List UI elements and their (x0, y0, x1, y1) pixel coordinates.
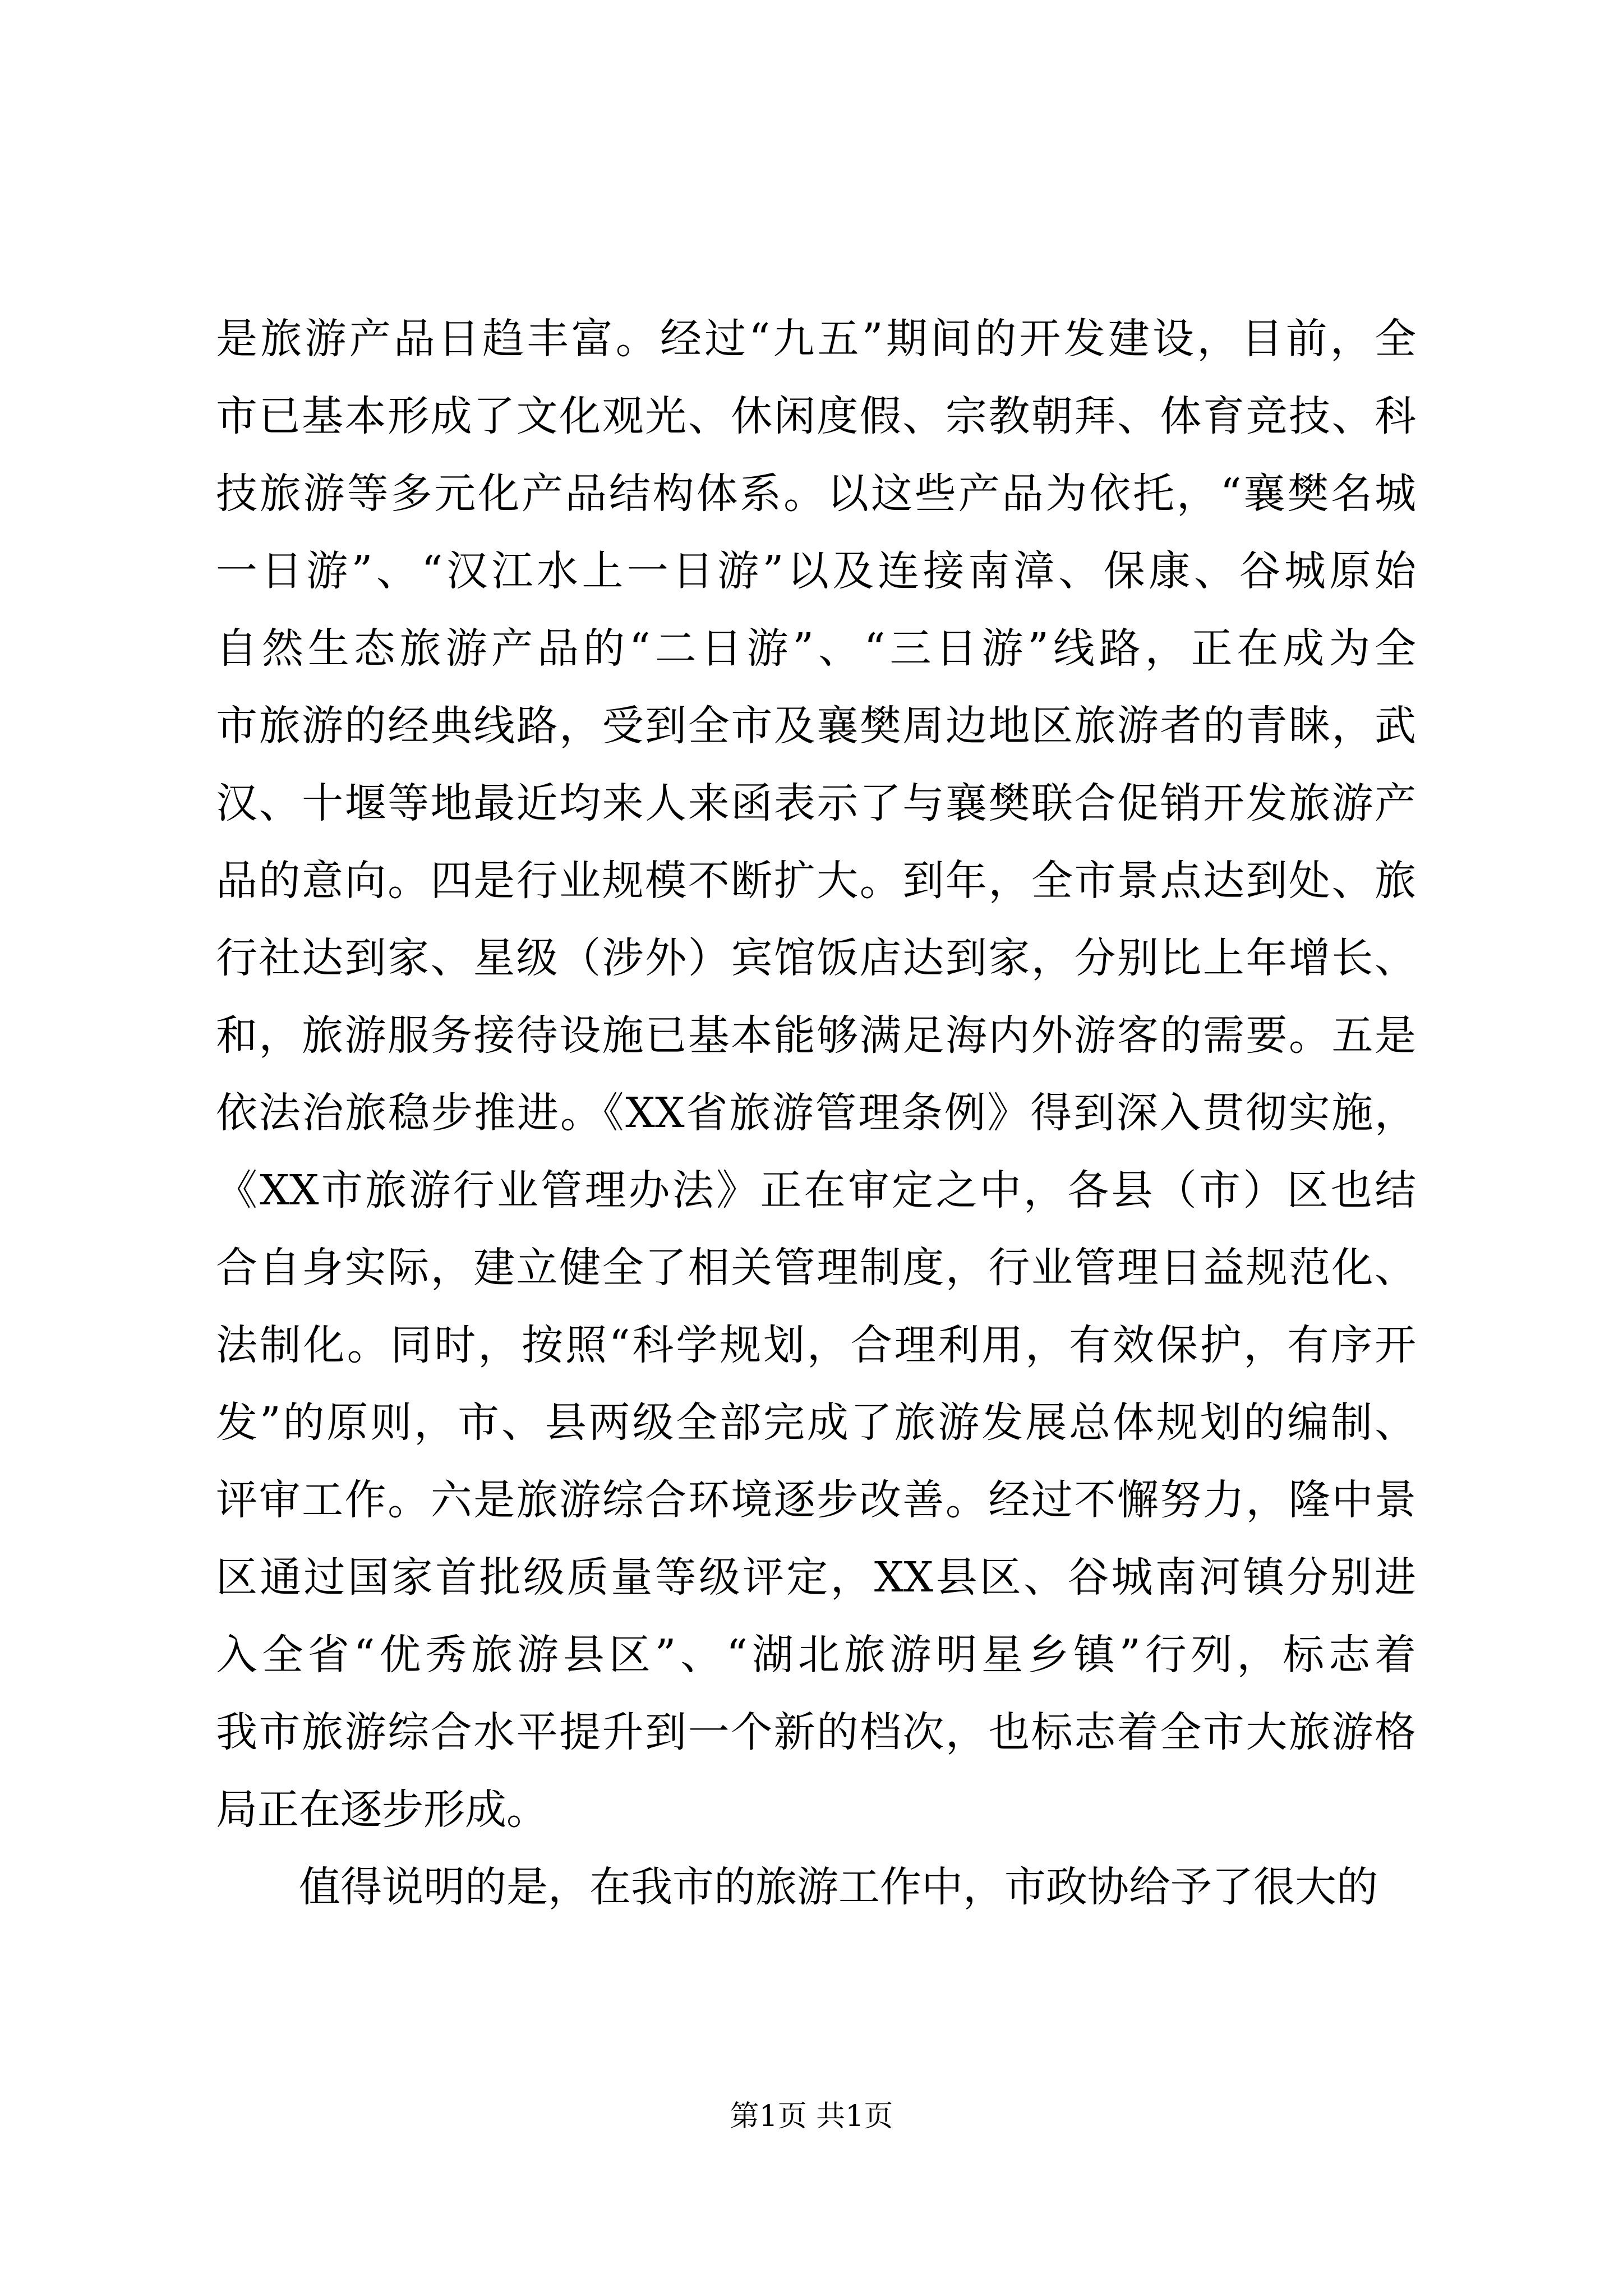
text-line: 行社达到家、星级（涉外）宾馆饭店达到家，分别比上年增长、 (216, 934, 1416, 982)
page-footer (0, 2097, 1623, 2136)
text-line: 是旅游产品日趋丰富。经过“九五”期间的开发建设，目前，全 (216, 315, 1416, 363)
text-line: 《XX市旅游行业管理办法》正在审定之中，各县（市）区也结 (216, 1166, 1416, 1214)
text-line: 市旅游的经典线路，受到全市及襄樊周边地区旅游者的青睐，武 (216, 702, 1416, 750)
page-number-label: 第1页 共1页 (730, 2100, 893, 2133)
text-line: 评审工作。六是旅游综合环境逐步改善。经过不懈努力，隆中景 (216, 1476, 1416, 1524)
text-line: 依法治旅稳步推进。《XX省旅游管理条例》得到深入贯彻实施， (216, 1089, 1416, 1137)
text-line: 合自身实际，建立健全了相关管理制度，行业管理日益规范化、 (216, 1244, 1416, 1292)
text-line: 法制化。同时，按照“科学规划，合理利用，有效保护，有序开 (216, 1321, 1416, 1369)
text-line: 区通过国家首批级质量等级评定，XX县区、谷城南河镇分别进 (216, 1553, 1416, 1602)
text-line: 局正在逐步形成。 (216, 1786, 548, 1834)
text-line: 我市旅游综合水平提升到一个新的档次，也标志着全市大旅游格 (216, 1708, 1416, 1756)
text-line: 汉、十堰等地最近均来人来函表示了与襄樊联合促销开发旅游产 (216, 779, 1416, 827)
text-line: 发”的原则，市、县两级全部完成了旅游发展总体规划的编制、 (216, 1398, 1416, 1447)
body-text (216, 300, 1416, 1926)
text-line: 和，旅游服务接待设施已基本能够满足海内外游客的需要。五是 (216, 1011, 1416, 1060)
text-line: 值得说明的是，在我市的旅游工作中，市政协给予了很大的 (299, 1863, 1378, 1911)
text-line: 入全省“优秀旅游县区”、“湖北旅游明星乡镇”行列，标志着 (216, 1631, 1416, 1679)
text-line: 自然生态旅游产品的“二日游”、“三日游”线路，正在成为全 (216, 624, 1416, 673)
text-line: 一日游”、“汉江水上一日游”以及连接南漳、保康、谷城原始 (216, 547, 1416, 595)
text-line: 品的意向。四是行业规模不断扩大。到年，全市景点达到处、旅 (216, 857, 1416, 905)
text-line: 技旅游等多元化产品结构体系。以这些产品为依托，“襄樊名城 (216, 470, 1416, 518)
text-line: 市已基本形成了文化观光、休闲度假、宗教朝拜、体育竞技、科 (216, 392, 1416, 440)
